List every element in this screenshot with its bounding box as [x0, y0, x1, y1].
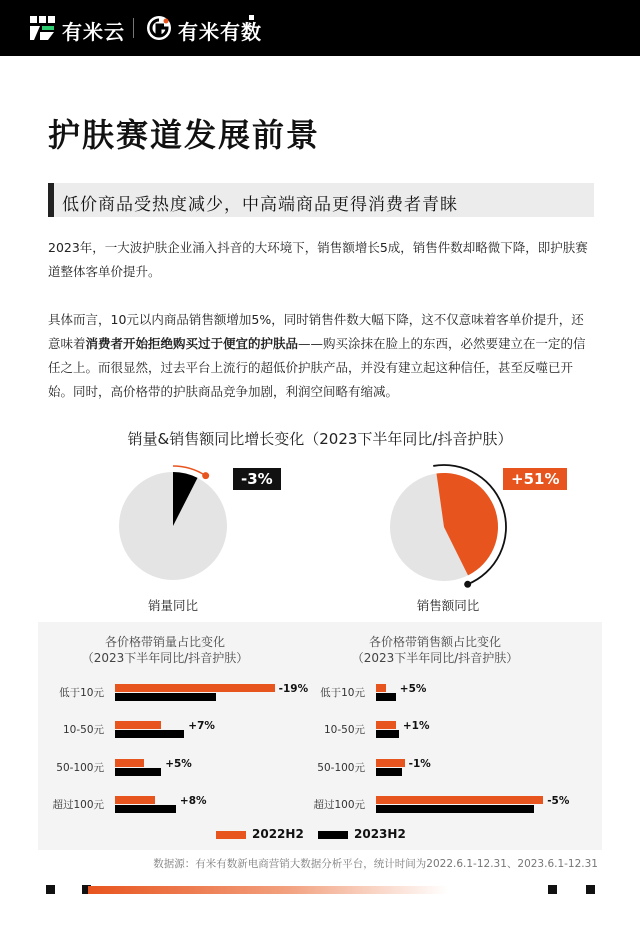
bar-2023h2 [115, 730, 184, 738]
bar-chart-right-title [325, 634, 545, 666]
data-source-note: 数据源：有米有数新电商营销大数据分析平台，统计时间为2022.6.1-12.31、2023.6.1-12.31 [153, 858, 598, 870]
bar-category-label: 10-50元 [323, 724, 365, 736]
bar-chart-left-title-main: 各价格带销量占比变化 [104, 635, 225, 649]
bar-change-label: +5% [399, 683, 427, 695]
bar-category-label: 50-100元 [317, 762, 365, 774]
pie-sales-volume-marker [202, 472, 209, 479]
bar-chart-left-title-sub: （2023下半年同比/抖音护肤） [81, 651, 249, 665]
paragraph-detail-part1: 具体而言，10元以内商品销售额增加5%，同时销售件数大幅下降，这不仅意味着客单价提升，还意味着 [48, 312, 584, 351]
bar-2023h2 [115, 805, 176, 813]
bar-2023h2 [376, 805, 534, 813]
pie-label-sales-revenue: 销售额同比 [416, 598, 480, 613]
bar-2023h2 [376, 730, 399, 738]
top-bar [0, 0, 640, 56]
paragraph-intro: 2023年，一大波护肤企业涌入抖音的大环境下，销售额增长5成，销售件数却略微下降，即护肤赛道整体客单价提升。 [48, 240, 588, 279]
bar-change-label: +1% [402, 720, 430, 732]
youmi-data-logo-icon [146, 15, 172, 41]
footer-square-left [46, 885, 55, 894]
bar-2023h2 [115, 693, 216, 701]
bar-2022h2 [115, 796, 155, 804]
header-divider [133, 18, 134, 38]
bar-2022h2 [376, 684, 386, 692]
badge-sales-revenue: +51% [503, 468, 567, 490]
paragraph-detail-bold: 消费者开始拒绝购买过于便宜的护肤品 [85, 336, 299, 351]
bar-category-label: 超过100元 [52, 799, 104, 811]
brand-mark-dot [249, 15, 254, 20]
page-title: 护肤赛道发展前景 [48, 116, 321, 154]
bar-2022h2 [376, 721, 396, 729]
pie-label-sales-volume: 销量同比 [147, 598, 198, 613]
brand-youmi-cloud: 有米云 [62, 20, 125, 44]
legend-label-2023h2: 2023H2 [354, 827, 406, 841]
bar-change-label: +8% [179, 795, 207, 807]
brand-youmi-data: 有米有数 [178, 20, 262, 44]
bar-2023h2 [115, 768, 161, 776]
bar-2023h2 [376, 768, 402, 776]
bar-change-label: -19% [278, 683, 309, 695]
legend-label-2022h2: 2022H2 [252, 827, 304, 841]
paragraph-detail [48, 308, 594, 404]
bar-change-label: -1% [408, 758, 431, 770]
bar-category-label: 10-50元 [62, 724, 104, 736]
bar-2022h2 [376, 759, 405, 767]
legend-swatch-2022h2 [216, 831, 246, 839]
bar-chart-left-title [55, 634, 275, 666]
subtitle-accent-bar [48, 183, 54, 217]
badge-sales-volume: -3% [233, 468, 281, 490]
footer-square-right-2 [586, 885, 595, 894]
bar-category-label: 50-100元 [56, 762, 104, 774]
bar-2022h2 [115, 759, 144, 767]
bar-chart-right-title-main: 各价格带销售额占比变化 [368, 635, 501, 649]
bar-2022h2 [376, 796, 543, 804]
pie-sales-volume [110, 460, 230, 590]
bar-category-label: 低于10元 [59, 687, 104, 699]
bar-2022h2 [115, 684, 275, 692]
pie-chart-title: 销量&销售额同比增长变化（2023下半年同比/抖音护肤） [127, 430, 513, 448]
bar-category-label: 超过100元 [313, 799, 365, 811]
legend-swatch-2023h2 [318, 831, 348, 839]
paragraph-detail-part2: ——购买涂抹在脸上的东西，必然要建立在一定的信任之上。而很显然，过去平台上流行的超低价护肤产品，并没有建立起这种信任，甚至反噬已开始。同时，高价格带的护肤商品竞争加剧，利润空间略有缩减。 [48, 336, 586, 399]
pie-sales-revenue-marker [464, 581, 471, 588]
subtitle-text: 低价商品受热度减少，中高端商品更得消费者青睐 [62, 195, 458, 215]
footer-square-right [548, 885, 557, 894]
bar-2023h2 [376, 693, 396, 701]
bar-change-label: +5% [165, 758, 192, 770]
youmi-cloud-logo-icon [28, 14, 56, 42]
bar-category-label: 低于10元 [320, 687, 365, 699]
bar-change-label: +7% [188, 720, 215, 732]
bar-chart-right-title-sub: （2023下半年同比/抖音护肤） [351, 651, 519, 665]
bar-2022h2 [115, 721, 161, 729]
bar-change-label: -5% [547, 795, 570, 807]
pie-sales-revenue [380, 455, 520, 595]
footer-gradient-bar [88, 886, 448, 894]
